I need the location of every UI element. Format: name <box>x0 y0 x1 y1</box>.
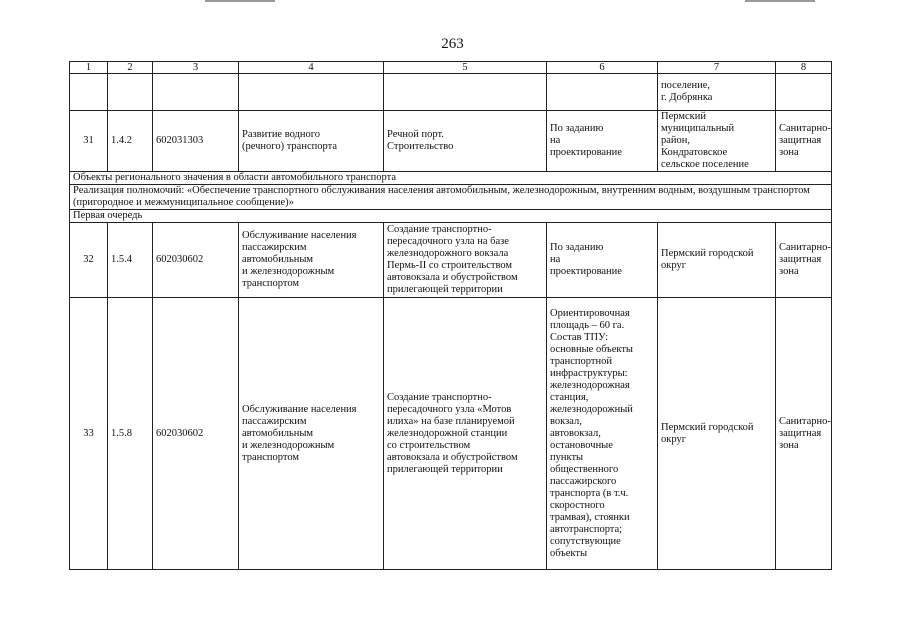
purpose-cell: Развитие водного (речного) транспорта <box>239 111 384 172</box>
purpose-cell: Обслуживание населения пассажирским автомобильным и железнодорожным транспортом <box>239 298 384 570</box>
empty-cell <box>384 74 547 111</box>
page-number: 263 <box>441 36 464 52</box>
table-row-32 <box>70 223 832 298</box>
zone-cell: Санитарно- защитная зона <box>776 223 832 298</box>
id-cell: 602030602 <box>153 298 239 570</box>
empty-cell <box>239 74 384 111</box>
queue-row <box>70 210 832 223</box>
purpose-cell: Обслуживание населения пассажирским автомобильным и железнодорожным транспортом <box>239 223 384 298</box>
section-title-row <box>70 172 832 185</box>
scan-edge-mark <box>205 0 275 2</box>
characteristics-cell: По заданию на проектирование <box>547 111 658 172</box>
queue-label: Первая очередь <box>70 210 832 223</box>
column-number: 5 <box>384 62 547 74</box>
row-number-cell: 33 <box>70 298 108 570</box>
object-cell: Создание транспортно- пересадочного узла на базе железнодорожного вокзала Пермь-II со строительством автовокзала и обустройством прилегающей территории <box>384 223 547 298</box>
column-number: 8 <box>776 62 832 74</box>
object-cell: Речной порт. Строительство <box>384 111 547 172</box>
empty-cell <box>70 74 108 111</box>
object-cell: Создание транспортно- пересадочного узла «Мотов илиха» на базе планируемой железнодорожной станции со строительством автовокзала и обустройством прилегающей территории <box>384 298 547 570</box>
table-row-33 <box>70 298 832 570</box>
column-number: 7 <box>658 62 776 74</box>
row-number-cell: 32 <box>70 223 108 298</box>
empty-cell <box>108 74 153 111</box>
column-number: 6 <box>547 62 658 74</box>
code-cell: 1.5.8 <box>108 298 153 570</box>
zone-cell: Санитарно- защитная зона <box>776 298 832 570</box>
empty-cell <box>776 74 832 111</box>
location-cell: поселение, г. Добрянка <box>658 74 776 111</box>
empty-cell <box>547 74 658 111</box>
authority-row <box>70 185 832 210</box>
section-title: Объекты регионального значения в области автомобильного транспорта <box>70 172 832 185</box>
location-cell: Пермский муниципальный район, Кондратовское сельское поселение <box>658 111 776 172</box>
column-number: 1 <box>70 62 108 74</box>
code-cell: 1.5.4 <box>108 223 153 298</box>
code-cell: 1.4.2 <box>108 111 153 172</box>
column-number: 2 <box>108 62 153 74</box>
column-number: 4 <box>239 62 384 74</box>
characteristics-cell: По заданию на проектирование <box>547 223 658 298</box>
zone-cell: Санитарно- защитная зона <box>776 111 832 172</box>
id-cell: 602030602 <box>153 223 239 298</box>
location-cell: Пермский городской округ <box>658 298 776 570</box>
table-row-31 <box>70 111 832 172</box>
continued-row <box>70 74 832 111</box>
column-number-row <box>70 62 832 74</box>
column-number: 3 <box>153 62 239 74</box>
authority-text: Реализация полномочий: «Обеспечение транспортного обслуживания населения автомобильным, железнодорожным, внутренним водным, воздушным транспортом (пригородное и межмуниципальное сообщение)» <box>70 185 832 210</box>
id-cell: 602031303 <box>153 111 239 172</box>
empty-cell <box>153 74 239 111</box>
characteristics-cell: Ориентировочная площадь – 60 га. Состав ТПУ: основные объекты транспортной инфраструктуры: железнодорожная станция, железнодорожный вокзал, автовокзал, остановочные пункты общественного пассажирского транспорта (в т.ч. скоростного трамвая), стоянки автотранспорта; сопутствующие объекты <box>547 298 658 570</box>
location-cell: Пермский городской округ <box>658 223 776 298</box>
planning-table <box>69 61 832 570</box>
row-number-cell: 31 <box>70 111 108 172</box>
scan-edge-mark <box>745 0 815 2</box>
